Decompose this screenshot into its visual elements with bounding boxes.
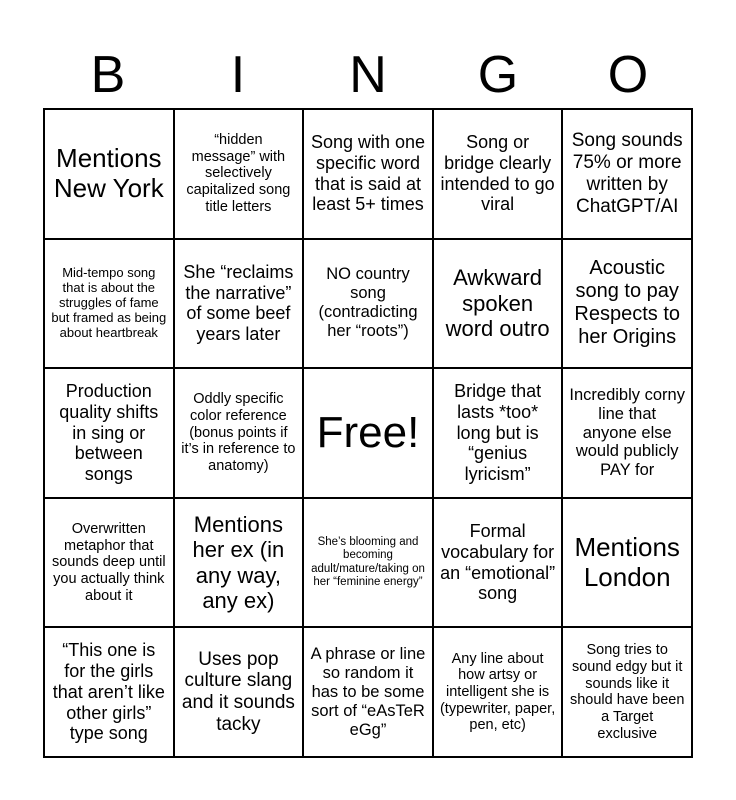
bingo-cell: Awkward spoken word outro	[433, 239, 563, 369]
bingo-cell: Song or bridge clearly intended to go viral	[433, 109, 563, 239]
bingo-cell: Any line about how artsy or intelligent she is (typewriter, paper, pen, etc)	[433, 627, 563, 757]
bingo-cell: Song tries to sound edgy but it sounds like it should have been a Target exclusive	[562, 627, 692, 757]
header-letter-n: N	[349, 46, 387, 104]
bingo-cell: Acoustic song to pay Respects to her Origins	[562, 239, 692, 369]
bingo-cell: A phrase or line so random it has to be some sort of “eAsTeR eGg”	[303, 627, 433, 757]
bingo-cell: Production quality shifts in sing or between songs	[44, 368, 174, 498]
bingo-cell: Overwritten metaphor that sounds deep until you actually think about it	[44, 498, 174, 628]
header-letter-b: B	[90, 46, 126, 104]
bingo-cell: Mentions London	[562, 498, 692, 628]
header-letter-i: I	[230, 46, 246, 104]
bingo-grid	[43, 108, 693, 758]
bingo-cell: NO country song (contradicting her “roots”)	[303, 239, 433, 369]
bingo-cell: Incredibly corny line that anyone else would publicly PAY for	[562, 368, 692, 498]
bingo-cell: Bridge that lasts *too* long but is “genius lyricism”	[433, 368, 563, 498]
bingo-cell: Mentions her ex (in any way, any ex)	[174, 498, 304, 628]
bingo-cell: Mid-tempo song that is about the struggles of fame but framed as being about heartbreak	[44, 239, 174, 369]
bingo-free-cell: Free!	[303, 368, 433, 498]
bingo-cell: “This one is for the girls that aren’t like other girls” type song	[44, 627, 174, 757]
bingo-cell: She’s blooming and becoming adult/mature/taking on her “feminine energy”	[303, 498, 433, 628]
bingo-cell: She “reclaims the narrative” of some beef years later	[174, 239, 304, 369]
bingo-cell: Formal vocabulary for an “emotional” song	[433, 498, 563, 628]
bingo-cell: Song with one specific word that is said at least 5+ times	[303, 109, 433, 239]
bingo-cell: “hidden message” with selectively capitalized song title letters	[174, 109, 304, 239]
bingo-header	[43, 44, 693, 106]
bingo-cell: Uses pop culture slang and it sounds tacky	[174, 627, 304, 757]
header-letter-o: O	[607, 46, 649, 104]
bingo-cell: Mentions New York	[44, 109, 174, 239]
bingo-cell: Song sounds 75% or more written by ChatGPT/AI	[562, 109, 692, 239]
bingo-cell: Oddly specific color reference (bonus points if it’s in reference to anatomy)	[174, 368, 304, 498]
header-letter-g: G	[477, 46, 519, 104]
